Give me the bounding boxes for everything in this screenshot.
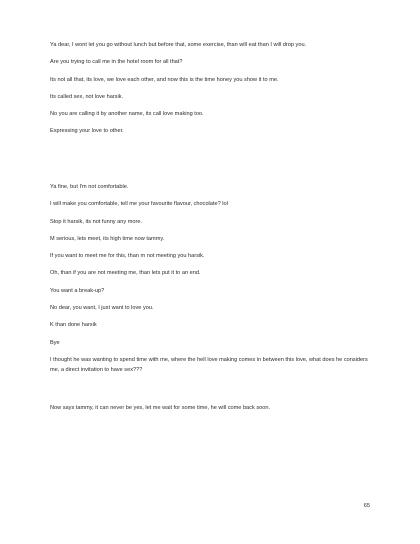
text-line: No dear, you want, I just want to love you.: [50, 305, 154, 312]
text-line: Ya dear, I wont let you go without lunch but before that, some exercise, than will eat than I will drop you.: [50, 42, 307, 48]
text-line: Bye: [50, 339, 60, 346]
text-line: Are you trying to call me in the hotel room for all that?: [50, 59, 183, 66]
text-line: I will make you comfortable, tell me your favourite flavour, chocolate? lol: [50, 201, 228, 208]
paragraph-group-3: [50, 403, 372, 413]
text-line: No you are calling it by another name, its call love making too.: [50, 111, 204, 118]
text-line: M serious, lets meet, its high time now tammy.: [50, 235, 165, 242]
text-line: You want a break-up?: [50, 287, 105, 294]
page-number: 65: [363, 503, 370, 509]
text-line: Its called sex, not love harsik.: [50, 93, 124, 100]
text-line: Expressing your love to other.: [50, 128, 124, 135]
text-line: Oh, than if you are not meeting me, than lets put it to an end.: [50, 270, 201, 277]
text-line: I thought he was wanting to spend time with me, where the hell love making comes in between this love, what does he considers me, a direct invitation to have sex???: [50, 356, 368, 373]
text-line: Its not all that, its love, we love each other, and now this is the time honey you show it to me.: [50, 76, 279, 83]
text-line: Now says tammy, it can never be yes, let me wait for some time, he will come back soon.: [50, 405, 270, 411]
paragraph-group-2: [50, 182, 372, 375]
paragraph-group-1: [50, 40, 372, 136]
text-line: Stop it harsik, its not funny any more.: [50, 218, 143, 225]
text-line: Ya fine, but I'm not comfortable.: [50, 184, 129, 190]
text-line: If you want to meet me for this, than m not meeting you harsik.: [50, 253, 205, 260]
text-line: K than done harsik: [50, 322, 97, 329]
